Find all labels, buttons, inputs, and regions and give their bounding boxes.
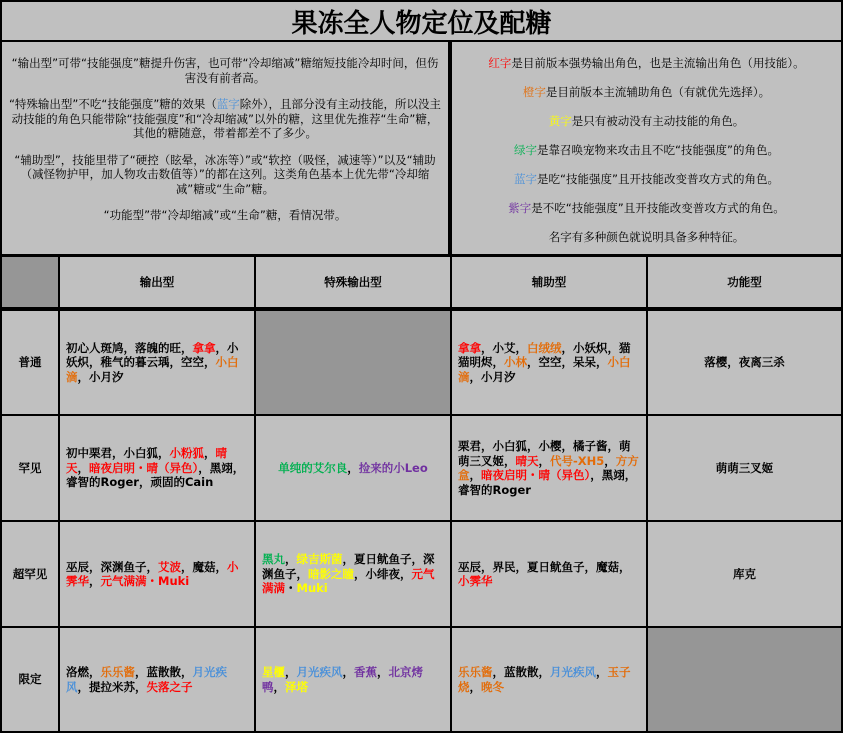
- name-segment: 小白滴: [458, 355, 631, 384]
- table-cell: [256, 416, 450, 520]
- name-segment: 巫辰，界民，夏日鱿鱼子，魔菇，: [458, 559, 631, 574]
- intro-special-blue: 蓝字: [216, 97, 240, 111]
- name-segment: ，: [377, 665, 389, 679]
- column-header: 辅助型: [452, 257, 646, 307]
- name-segment: 拿拿: [458, 340, 481, 355]
- name-segment: 洛燃，: [66, 665, 101, 679]
- table-cell: [452, 522, 646, 626]
- name-segment: ，小月汐: [469, 369, 516, 384]
- name-segment: 艾波: [158, 559, 181, 574]
- name-segment: 暗影之瞳: [308, 566, 354, 581]
- table-cell: [60, 311, 254, 414]
- legend-description: 是吃“技能强度”且开技能改变普攻方式的角色。: [537, 172, 779, 186]
- name-segment: 代号-XH5: [550, 453, 605, 468]
- table-cell: [648, 522, 841, 626]
- row-header: 限定: [2, 628, 58, 731]
- cell-text: [262, 665, 444, 694]
- legend-item: [452, 172, 841, 201]
- name-segment: 泽塔: [285, 679, 308, 694]
- name-segment: 初中栗君，小白狐，: [66, 446, 170, 461]
- name-segment: ，空空，呆呆，: [527, 355, 608, 370]
- name-segment: 单纯的艾尔良: [278, 460, 348, 475]
- column-header: 特殊输出型: [256, 257, 450, 307]
- name-segment: 晴天: [66, 446, 227, 475]
- name-segment: 乐乐酱: [100, 665, 135, 679]
- name-segment: 库克: [733, 566, 756, 581]
- table-cell: [648, 416, 841, 520]
- column-header: 输出型: [60, 257, 254, 307]
- name-segment: ，: [285, 552, 297, 567]
- name-segment: ，: [204, 446, 216, 461]
- name-segment: ，提拉米苏，: [77, 679, 147, 694]
- name-segment: ，: [538, 453, 550, 468]
- name-segment: ・: [285, 581, 297, 596]
- name-segment: 黑丸: [262, 552, 285, 567]
- name-segment: 晴天: [515, 453, 539, 468]
- legend-color-word: 绿字: [514, 143, 538, 157]
- cell-text: [66, 341, 248, 385]
- name-segment: 月光疾风: [550, 665, 596, 679]
- table-cell: [452, 416, 646, 520]
- cell-text: [458, 439, 640, 497]
- name-segment: ，: [604, 453, 616, 468]
- name-segment: Muki: [296, 581, 328, 596]
- legend-description: 是目前版本强势输出角色，也是主流输出角色（用技能）。: [511, 56, 805, 70]
- table-cell: [256, 522, 450, 626]
- cell-text: [66, 665, 248, 694]
- name-segment: ，小妖炽，猫猫明烬，: [458, 340, 631, 370]
- table-cell: [60, 416, 254, 520]
- name-segment: 小粉狐: [169, 446, 204, 461]
- name-segment: 月光疾风: [66, 665, 227, 694]
- empty-cell: [256, 311, 450, 414]
- legend-color-word: 紫字: [508, 201, 532, 215]
- name-segment: 星櫃: [262, 665, 285, 679]
- table-cell: [648, 311, 841, 414]
- name-segment: 小白滴: [66, 355, 239, 384]
- name-segment: ，: [342, 665, 354, 679]
- name-segment: 拿拿: [192, 340, 216, 355]
- name-segment: ，小艾，: [481, 340, 527, 355]
- legend-color-word: 红字: [488, 56, 512, 70]
- empty-cell: [648, 628, 841, 731]
- name-segment: ，夏日鱿鱼子，深渊鱼子，: [262, 552, 435, 581]
- table-cell: [60, 628, 254, 731]
- cell-text: [278, 461, 428, 476]
- legend-description: 是不吃“技能强度”且开技能改变普攻方式的角色。: [531, 201, 785, 215]
- name-segment: 月光疾风: [296, 665, 343, 679]
- legend-color-word: 橙字: [522, 85, 546, 99]
- legend-color-word: 黄字: [548, 114, 572, 128]
- legend-item: [452, 230, 841, 259]
- table-cell: [452, 311, 646, 414]
- legend-color-word: 蓝字: [514, 172, 538, 186]
- name-segment: ，: [89, 574, 101, 588]
- legend-description: 是目前版本主流辅助角色（有就优先选择）。: [545, 85, 771, 99]
- name-segment: ，小月汐: [77, 369, 124, 384]
- row-header: 超罕见: [2, 522, 58, 626]
- name-segment: 绿吉斯菌: [296, 552, 343, 567]
- table-cell: [452, 628, 646, 731]
- name-segment: 捡来的小Leo: [358, 460, 428, 475]
- legend-item: [452, 114, 841, 143]
- name-segment: ，: [469, 468, 481, 482]
- intro-utility: “功能型”带“冷却缩减”或“生命”糖，看情况带。: [103, 208, 347, 222]
- cell-text: [458, 560, 640, 589]
- name-segment: 北京烤鸭: [262, 665, 423, 694]
- cell-text: [66, 446, 248, 490]
- intro-special-b: 除外），且部分没有主动技能，所以没主动技能的角色只能带除“技能强度”和“冷却缩减”以外的糖，这里优先推荐“生命”糖，其他的糖随意，带着都差不了多少。: [11, 97, 442, 140]
- page-title: 果冻全人物定位及配糖: [2, 2, 841, 40]
- cell-text: [66, 560, 248, 589]
- legend-item: [452, 85, 841, 114]
- name-segment: ，: [469, 679, 481, 694]
- row-header: 普通: [2, 311, 58, 414]
- name-segment: 失落之子: [146, 679, 193, 694]
- name-segment: 白绒绒: [527, 340, 562, 355]
- intro-panel: [2, 42, 448, 254]
- intro-support: “辅助型”，技能里带了“硬控（眩晕，冰冻等）”或“软控（吸怪，减速等）”以及“辅助（减怪物护甲，加人物攻击数值等）”的都在这列。这类角色基本上优先带“冷却缩减”糖或“生命”糖。: [14, 152, 436, 196]
- name-segment: 玉子烧: [458, 665, 631, 694]
- intro-output: “输出型”可带“技能强度”糖提升伤害，也可带“冷却缩减”糖缩短技能冷却时间，但伤害没有前者高。: [11, 56, 439, 85]
- name-segment: 暗夜启明・晴（异色）: [481, 468, 591, 482]
- cell-text: [716, 461, 774, 476]
- name-segment: 香蕉: [354, 665, 377, 679]
- name-segment: ，小绯夜，: [354, 566, 412, 581]
- name-segment: ，: [273, 679, 285, 694]
- legend-item: [452, 143, 841, 172]
- name-segment: 元气满满: [262, 566, 435, 596]
- table-cell: [60, 522, 254, 626]
- legend-description: 是只有被动没有主动技能的角色。: [571, 114, 745, 128]
- legend-description: 名字有多种颜色就说明具备多种特征。: [548, 230, 745, 244]
- legend-item: [452, 201, 841, 230]
- cell-text: [458, 341, 640, 385]
- name-segment: ，魔菇，: [181, 559, 227, 574]
- name-segment: 小霁华: [458, 574, 493, 588]
- name-segment: ，黑翊，睿智的Roger，顽固的Cain: [66, 460, 245, 490]
- cell-text: [458, 665, 640, 694]
- name-segment: 小林: [504, 355, 527, 370]
- name-segment: ，黑翊，睿智的Roger: [458, 468, 637, 497]
- name-segment: ，: [285, 665, 297, 679]
- name-segment: 乐乐酱: [458, 665, 493, 679]
- name-segment: 晚冬: [481, 679, 504, 694]
- legend-item: [452, 56, 841, 85]
- name-segment: ，: [77, 460, 89, 475]
- name-segment: 小霁华: [66, 559, 239, 588]
- intro-special-a: “特殊输出型”不吃“技能强度”糖的效果（: [8, 97, 217, 111]
- name-segment: ，蓝散散，: [492, 665, 550, 679]
- name-segment: 栗君，小白狐，小樱，橘子酱，萌萌三叉姬，: [458, 439, 631, 468]
- legend-description: 是靠召唤宠物来攻击且不吃“技能强度”的角色。: [537, 143, 779, 157]
- row-header: 罕见: [2, 416, 58, 520]
- name-segment: 巫辰，深渊鱼子，: [66, 559, 158, 574]
- name-segment: ，小妖炽，稚气的暮云瑀，空空，: [66, 340, 239, 370]
- name-segment: 元气满满・Muki: [100, 574, 190, 588]
- name-segment: 落樱，夜离三杀: [704, 355, 785, 370]
- name-segment: ，: [347, 460, 359, 475]
- cell-text: [733, 567, 756, 582]
- cell-text: [262, 552, 444, 596]
- table-cell: [256, 628, 450, 731]
- name-segment: 暗夜启明・晴（异色）: [89, 460, 199, 475]
- name-segment: 萌萌三叉姬: [715, 460, 774, 475]
- name-segment: ，蓝散散，: [135, 665, 193, 679]
- color-legend: [452, 42, 841, 254]
- intro-special-output: [8, 97, 442, 141]
- column-header: 功能型: [648, 257, 841, 307]
- name-segment: 方方盒: [458, 453, 639, 482]
- table-corner: [2, 257, 58, 307]
- cell-text: [704, 355, 785, 370]
- name-segment: 初心人斑鸠，落魄的旺，: [66, 340, 193, 355]
- name-segment: ，: [596, 665, 608, 679]
